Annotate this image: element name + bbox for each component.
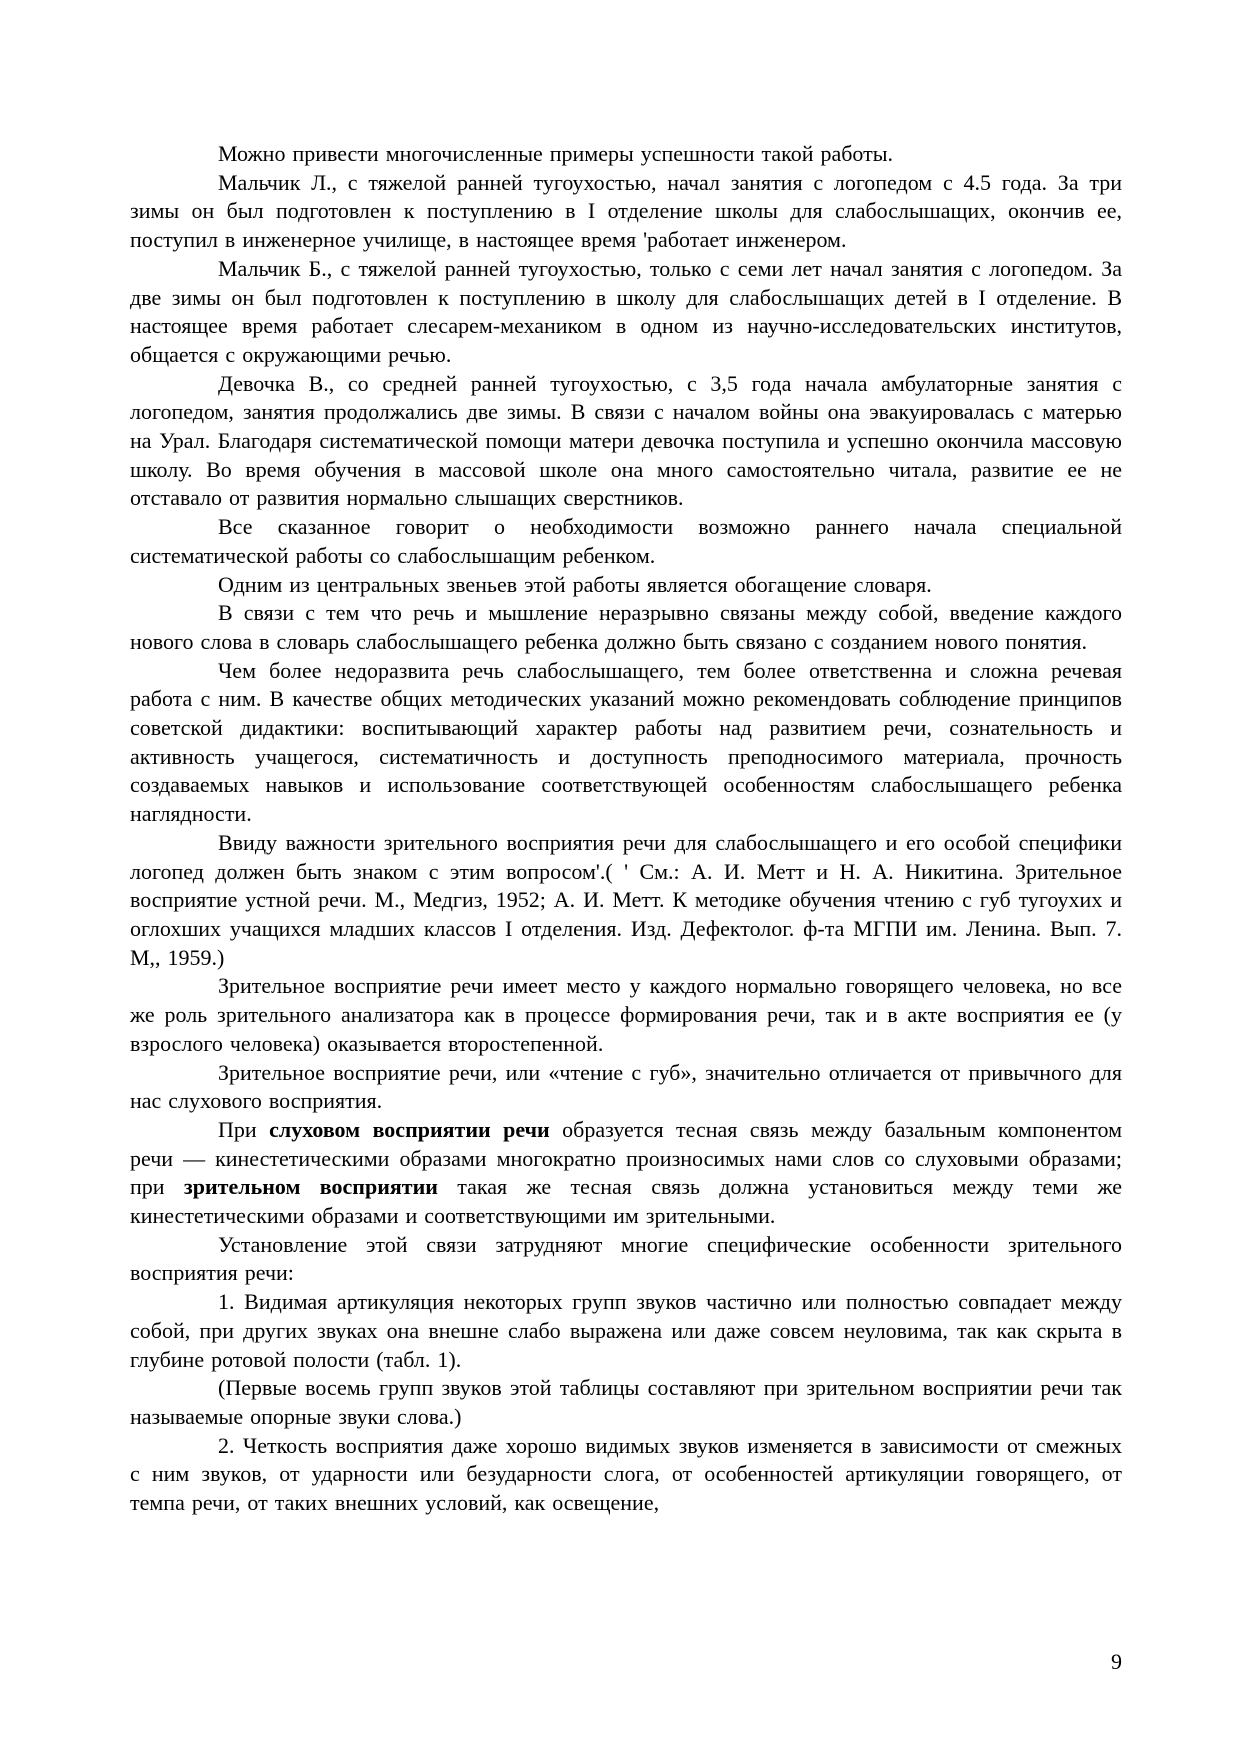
paragraph-text: образуется тесная связь между базальным компонентом речи — кинестетическими образами многократно произносимых нами слов со слуховыми образами; при [130, 1116, 1122, 1200]
paragraph-text: 2. Четкость восприятия даже хорошо видимых звуков изменяется в зависимости от смежных с ним звуков, от ударности или безударности слога, от особенностей артикуляции говорящего, от темпа речи, от таких внешних условий, как освещение, [130, 1432, 1122, 1516]
paragraph-text: Одним из центральных звеньев этой работы является обогащение словаря. [218, 571, 932, 597]
page-number: 9 [1111, 1649, 1122, 1674]
paragraph-text: Зрительное восприятие речи, или «чтение с губ», значительно отличается от привычного для нас слухового восприятия. [130, 1059, 1122, 1114]
paragraph-bold-text: слуховом восприятии речи [269, 1116, 550, 1142]
paragraph [130, 1231, 1122, 1288]
paragraph-text: (Первые восемь групп звуков этой таблицы составляют при зрительном восприятии речи так называемые опорные звуки слова.) [130, 1375, 1122, 1429]
paragraph [130, 1059, 1122, 1116]
paragraph [130, 599, 1122, 656]
paragraph-bold-text: зрительном восприятии [183, 1174, 438, 1200]
paragraph [130, 1432, 1122, 1518]
paragraph-text: В связи с тем что речь и мышление неразрывно связаны между собой, введение каждого нового слова в словарь слабослышащего ребенка должно быть связано с созданием нового понятия. [130, 600, 1122, 654]
paragraph-text: Ввиду важности зрительного восприятия речи для слабослышащего и его особой специфики логопед должен быть знаком с этим вопросом'.( ' См.: А. И. Метт и Н. А. Никитина. Зрительное восприятие устной речи. М., Медгиз, 1952; А. И. Метт. К методике обучения чтению с губ тугоухих и оглохших учащихся младших классов I отделения. Изд. Дефектолог. ф-та МГПИ им. Ленина. Вып. 7. М,, 1959.) [130, 829, 1122, 970]
paragraph-text: Чем более недоразвита речь слабослышащего, тем более ответственна и сложна речевая работа с ним. В качестве общих методических указаний можно рекомендовать соблюдение принципов советской дидактики: воспитывающий характер работы над развитием речи, сознательность и активность учащегося, систематичность и доступность преподносимого материала, прочность создаваемых навыков и использование соответствующей особенностям слабослышащего ребенка наглядности. [130, 657, 1122, 827]
paragraph [130, 513, 1122, 570]
paragraph-text: Зрительное восприятие речи имеет место у каждого нормально говорящего человека, но все же роль зрительного анализатора как в процессе формирования речи, так и в акте восприятия ее (у взрослого человека) оказывается второстепенной. [130, 973, 1122, 1056]
paragraph-text: Мальчик Л., с тяжелой ранней тугоухостью, начал занятия с логопедом с 4.5 года. За три зимы он был подготовлен к поступлению в I отделение школы для слабослышащих, окончив ее, поступил в инженерное училище, в настоящее время 'работает инженером. [130, 169, 1122, 253]
paragraph [130, 1288, 1122, 1374]
paragraph [130, 1374, 1122, 1431]
paragraph [130, 370, 1122, 514]
paragraph-text: Девочка В., со средней ранней тугоухостью, с 3,5 года начала амбулаторные занятия с логопедом, занятия продолжались две зимы. В связи с началом войны она эвакуировалась с матерью на Урал. Благодаря систематической помощи матери девочка поступила и успешно окончила массовую школу. Во время обучения в массовой школе она много самостоятельно читала, развитие ее не отставало от развития нормально слышащих сверстников. [130, 370, 1122, 511]
paragraph-text: Все сказанное говорит о необходимости возможно раннего начала специальной систематической работы со слабослышащим ребенком. [130, 514, 1122, 568]
paragraph [130, 255, 1122, 370]
paragraph-text: такая же тесная связь должна установиться между теми же кинестетическими образами и соответствующими им зрительными. [130, 1174, 1122, 1229]
paragraph [130, 972, 1122, 1058]
paragraph [130, 140, 1122, 169]
paragraph [130, 829, 1122, 973]
paragraph [130, 571, 1122, 600]
paragraph-text: Можно привести многочисленные примеры успешности такой работы. [218, 141, 894, 166]
paragraph-text: Мальчик Б., с тяжелой ранней тугоухостью, только с семи лет начал занятия с логопедом. За две зимы он был подготовлен к поступлению в школу для слабослышащих детей в I отделение. В настоящее время работает слесарем-механиком в одном из научно-исследовательских институтов, общается с окружающими речью. [130, 255, 1122, 367]
document-body [130, 140, 1122, 1518]
paragraph-text: При [218, 1116, 270, 1142]
paragraph [130, 1116, 1122, 1231]
paragraph-text: 1. Видимая артикуляция некоторых групп звуков частично или полностью совпадает между собой, при других звуках она внешне слабо выражена или даже совсем неуловима, так как скрыта в глубине ротовой полости (табл. 1). [130, 1289, 1122, 1372]
paragraph [130, 657, 1122, 829]
paragraph-text: Установление этой связи затрудняют многие специфические особенности зрительного восприятия речи: [130, 1231, 1122, 1286]
paragraph [130, 169, 1122, 255]
